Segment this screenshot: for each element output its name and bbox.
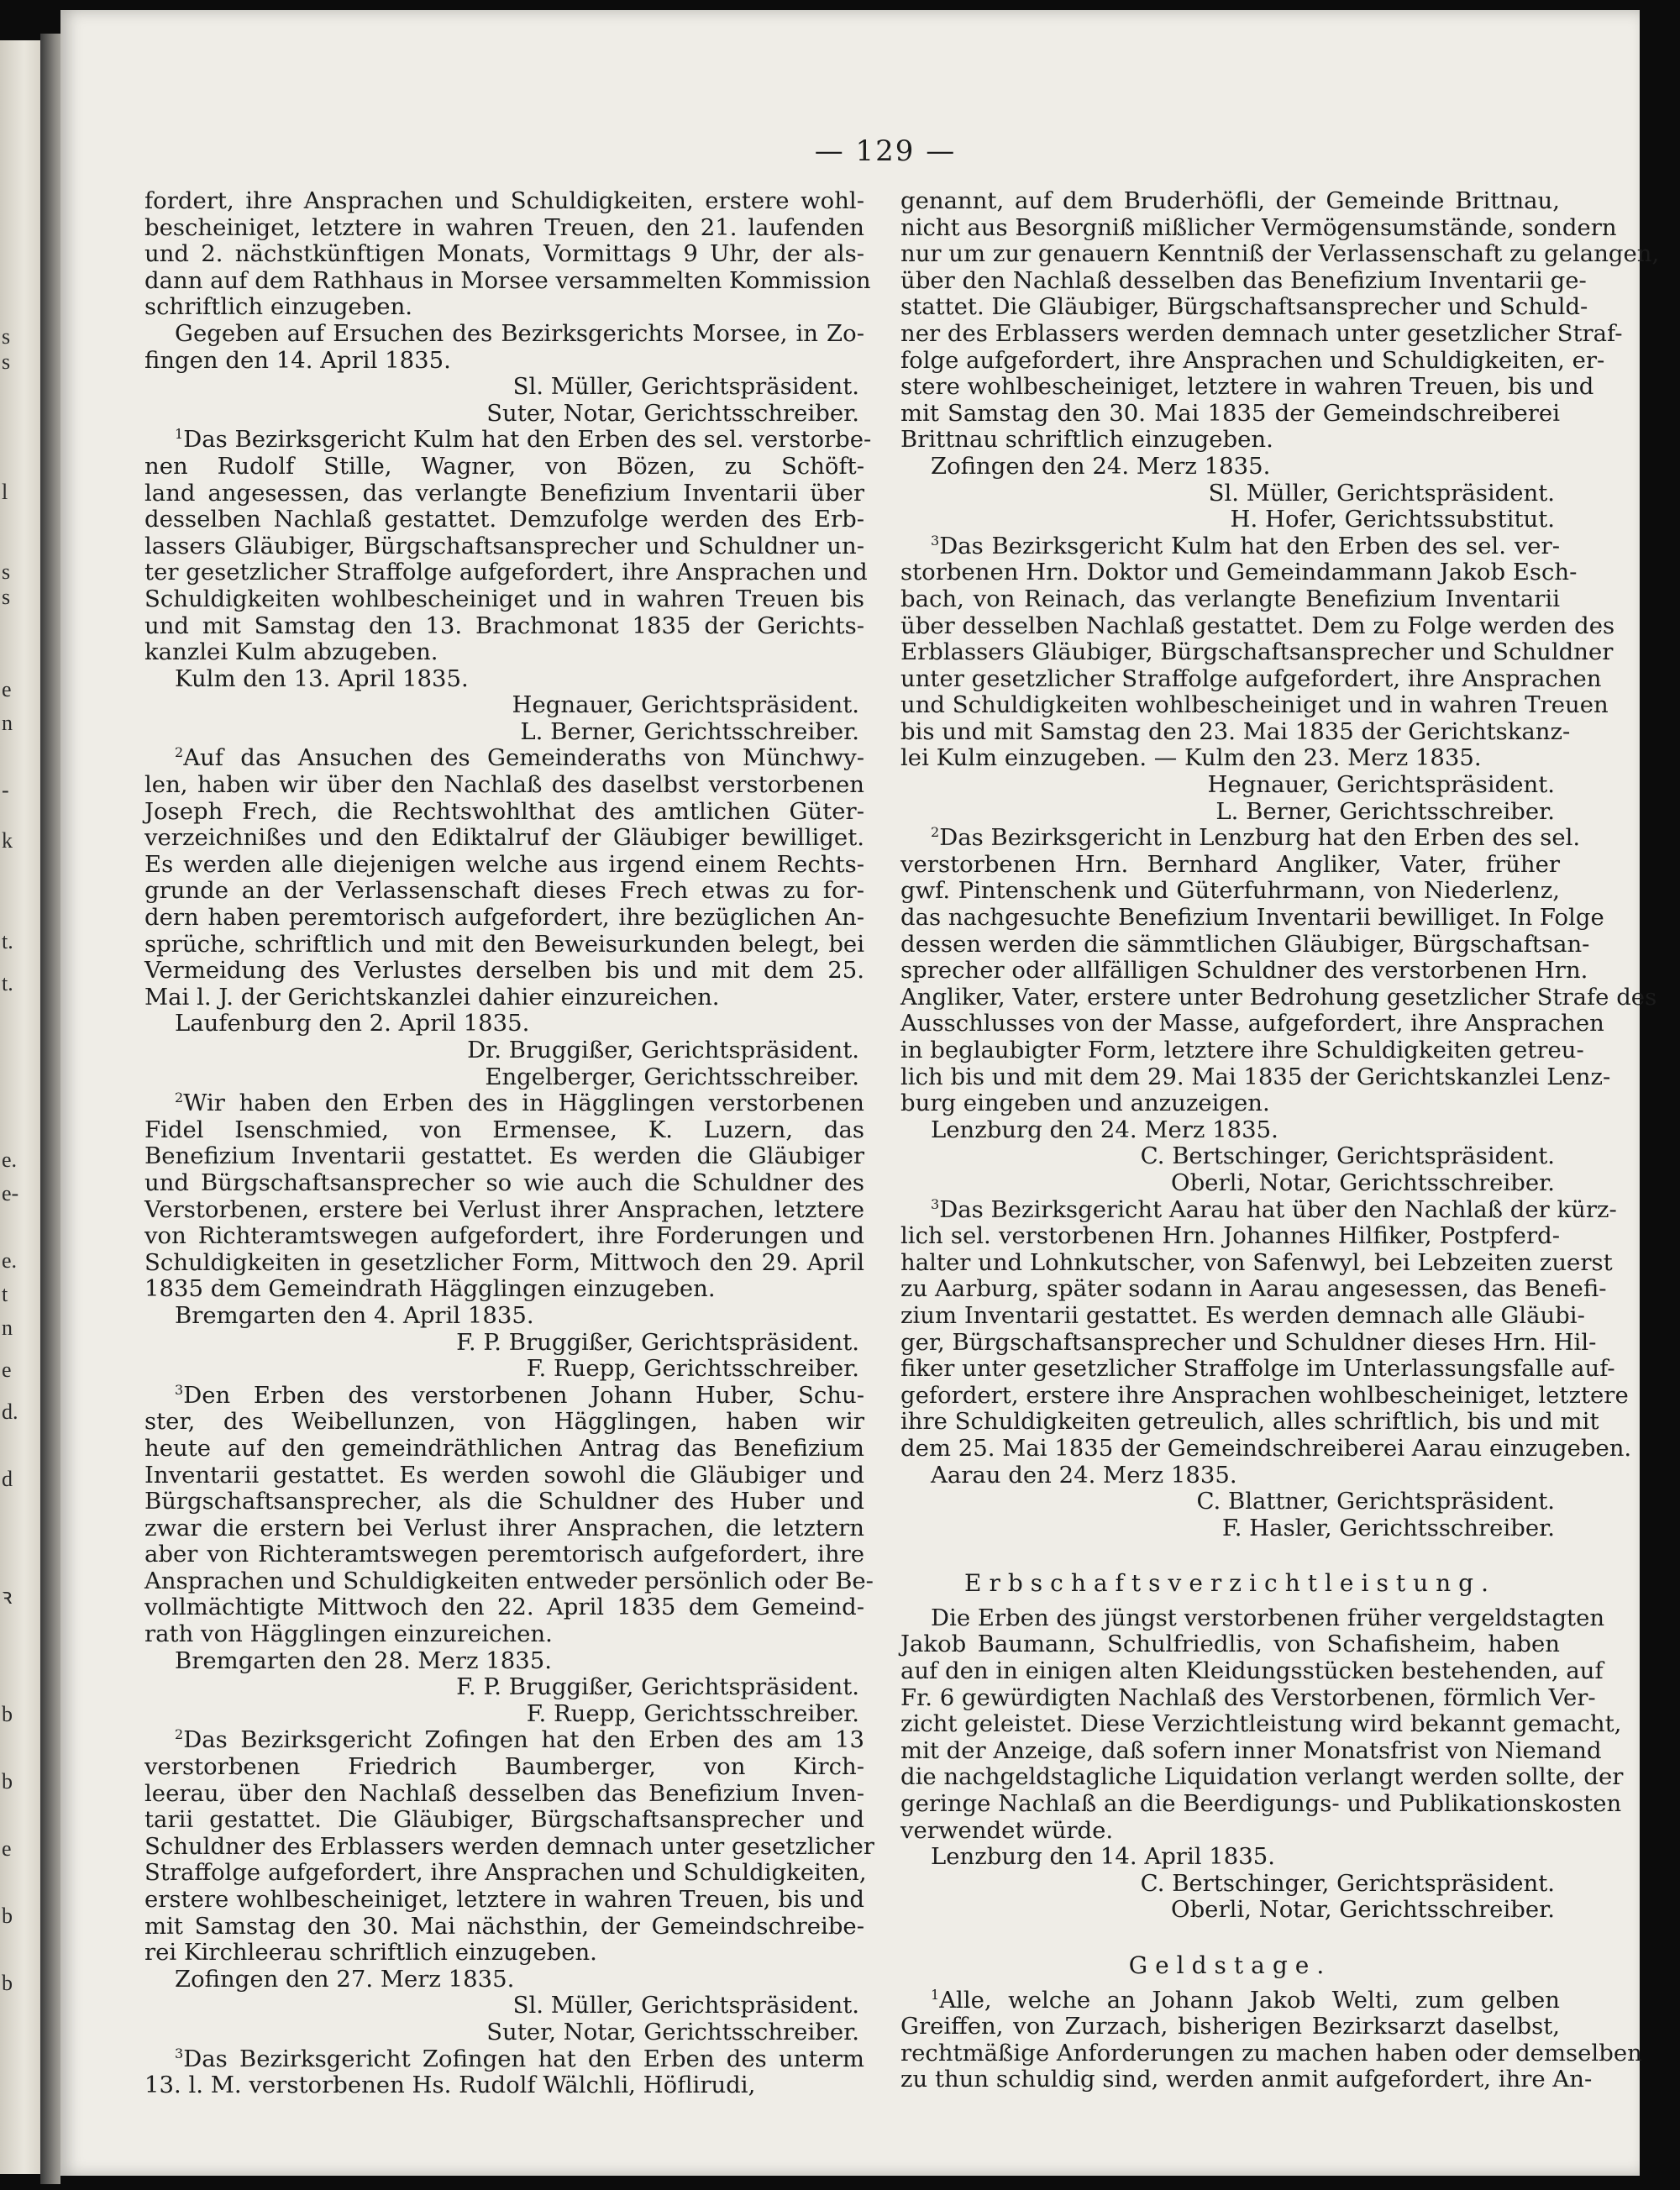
text-line: fingen den 14. April 1835. [144,346,451,374]
text-line: fordert, ihre Ansprachen und Schuldigkeiten, erstere wohl- [144,187,864,214]
text-line: Ausschlusses von der Masse, aufgefordert, ihre Ansprachen [900,1010,1604,1037]
text-line: bis und mit Samstag den 23. Mai 1835 der Gerichtskanz- [900,717,1571,745]
text-line: kanzlei Kulm abzugeben. [144,638,438,666]
signature-line: Suter, Notar, Gerichtsschreiber. [486,2018,859,2046]
text-line [144,1383,864,1410]
edge-fragment: t. [2,971,13,995]
signature-line: Hegnauer, Gerichtspräsident. [1207,771,1555,799]
edge-fragment: s [2,324,11,349]
text-line: 13. l. M. verstorbenen Hs. Rudolf Wälchli, Höflirudi, [144,2072,756,2099]
text-line: tarii gestattet. Die Gläubiger, Bürgschaftsansprecher und [144,1806,864,1834]
footnote-marker: 1 [175,426,184,443]
signature-line: F. P. Bruggißer, Gerichtspräsident. [456,1673,859,1701]
signature-line: L. Berner, Gerichtsschreiber. [520,717,859,745]
signature-line: F. Ruepp, Gerichtsschreiber. [526,1699,859,1727]
text-line: lassers Gläubiger, Bürgschaftsansprecher und Schuldner un- [144,532,864,559]
signature-line: Suter, Notar, Gerichtsschreiber. [486,399,859,427]
text-line: Ansprachen und Schuldigkeiten entweder persönlich oder Be- [144,1567,874,1594]
text-line: von Richteramtswegen aufgefordert, ihre Forderungen und [144,1222,864,1250]
text-line: über desselben Nachlaß gestattet. Dem zu Folge werden des [900,612,1615,639]
signature-line: Oberli, Notar, Gerichtsschreiber. [1171,1169,1555,1196]
text-line: leerau, über den Nachlaß desselben das Benefizium Inven- [144,1779,864,1807]
text-line: mit der Anzeige, daß sofern inner Monatsfrist von Niemand [900,1736,1602,1764]
edge-fragment: l [2,480,8,504]
signature-line: F. P. Bruggißer, Gerichtspräsident. [456,1328,859,1356]
document-page [60,10,1660,2176]
place-date-line: Aarau den 24. Merz 1835. [931,1461,1237,1489]
text-line: lich bis und mit dem 29. Mai 1835 der Gerichtskanzlei Lenz- [900,1063,1611,1090]
edge-fragment: e- [2,1181,19,1205]
footnote-marker: 3 [175,1381,184,1398]
text-line: gefordert, erstere ihre Ansprachen wohlbescheiniget, letztere [900,1381,1629,1409]
line-text: Auf das Ansuchen des Gemeinderaths von Münchwy- [183,744,864,772]
edge-fragment: d [2,1467,13,1491]
text-line: und mit Samstag den 13. Brachmonat 1835 der Gerichts- [144,612,864,639]
notice-paragraph [144,426,872,666]
text-line: zu Aarburg, später sodann in Aarau angesessen, das Benefi- [900,1275,1607,1303]
text-line: über den Nachlaß desselben das Benefizium Inventarii ge- [900,266,1587,294]
signature-line: F. Hasler, Gerichtsschreiber. [1221,1514,1555,1541]
text-line: ner des Erblassers werden demnach unter gesetzlicher Straf- [900,319,1623,347]
notice-paragraph [144,1726,874,1967]
text-line: auf den in einigen alten Kleidungsstücken bestehenden, auf [900,1657,1604,1685]
text-line: schriftlich einzugeben. [144,293,413,321]
text-line: sprüche, schriftlich und mit den Beweisurkunden belegt, bei [144,930,864,958]
edge-fragment: t [2,1282,8,1306]
text-line: dern haben peremtorisch aufgefordert, ihre bezüglichen An- [144,904,864,932]
text-line: stattet. Die Gläubiger, Bürgschaftsansprecher und Schuld- [900,293,1588,321]
adjacent-page-edge [0,40,40,2174]
text-line: die nachgeldstagliche Liquidation verlangt werden sollte, der [900,1763,1624,1791]
text-line: gwf. Pintenschenk und Güterfuhrmann, von Niederlenz, [900,877,1560,905]
text-line [900,824,1581,852]
place-date-line: Laufenburg den 2. April 1835. [175,1010,530,1037]
signature-line: Engelberger, Gerichtsschreiber. [485,1063,859,1090]
text-line: stere wohlbescheiniget, letztere in wahren Treuen, bis und [900,373,1594,401]
text-line: rath von Hägglingen einzureichen. [144,1620,553,1648]
notice-paragraph [900,1195,1632,1463]
text-line: storbenen Hrn. Doktor und Gemeindammann Jakob Esch- [900,559,1578,586]
text-line [144,1090,864,1117]
right-column [900,187,1660,2093]
signature-line: L. Berner, Gerichtsschreiber. [1215,797,1555,825]
signature-line: H. Hofer, Gerichtssubstitut. [1230,506,1555,533]
line-text: Das Bezirksgericht Zofingen hat den Erben des am 13 [183,1726,864,1754]
page-number: — 129 — [814,134,957,168]
text-line: Schuldigkeiten in gesetzlicher Form, Mittwoch den 29. April [144,1248,864,1276]
place-date-line: Bremgarten den 4. April 1835. [175,1301,534,1329]
text-line: fiker unter gesetzlicher Straffolge im Unterlassungsfalle auf- [900,1355,1615,1383]
line-text: Das Bezirksgericht Kulm hat den Erben des sel. verstorbe- [183,426,872,454]
text-line: vollmächtigte Mittwoch den 22. April 1835 dem Gemeind- [144,1594,864,1621]
text-line: Straffolge aufgefordert, ihre Ansprachen und Schuldigkeiten, [144,1859,867,1887]
text-line: halter und Lohnkutscher, von Safenwyl, bei Lebzeiten zuerst [900,1248,1613,1276]
footnote-marker: 3 [931,1195,940,1212]
text-line: lich sel. verstorbenen Hrn. Johannes Hilfiker, Postpferd- [900,1222,1560,1250]
text-line [900,1604,1605,1632]
text-line: Jakob Baumann, Schulfriedlis, von Schafisheim, haben [900,1631,1560,1658]
text-line [900,533,1560,560]
line-text: Das Bezirksgericht Zofingen hat den Erben des unterm [183,2045,864,2072]
signature-line: C. Bertschinger, Gerichtspräsident. [1140,1869,1555,1897]
edge-fragment: d. [2,1400,18,1424]
edge-fragment: b [2,1769,13,1793]
line-text: Das Bezirksgericht Aarau hat über den Nachlaß der kürz- [939,1195,1617,1223]
text-line [144,321,864,348]
text-line: verzeichnißes und den Ediktalruf der Gläubiger bewilliget. [144,824,864,852]
signature-line: Sl. Müller, Gerichtspräsident. [512,373,859,401]
notice-paragraph [144,1381,874,1648]
text-line: mit Samstag den 30. Mai 1835 der Gemeindschreiberei [900,399,1560,427]
text-line: len, haben wir über den Nachlaß des daselbst verstorbenen [144,771,864,799]
section-heading: Geldstage. [1128,1951,1332,1979]
text-line: Brittnau schriftlich einzugeben. [900,426,1273,454]
text-line [144,2046,864,2073]
place-date-line: Lenzburg den 24. Merz 1835. [931,1116,1278,1143]
text-line: Schuldigkeiten wohlbescheiniget und in wahren Treuen bis [144,585,864,612]
text-line: Bürgschaftsansprecher, als die Schuldner des Huber und [144,1488,864,1515]
text-line: lei Kulm einzugeben. — Kulm den 23. Merz 1835. [900,744,1482,772]
signature-line: C. Blattner, Gerichtspräsident. [1196,1488,1555,1515]
text-line: Vermeidung des Verlustes derselben bis und mit dem 25. [144,957,864,985]
text-line: verstorbenen Hrn. Bernhard Angliker, Vater, früher [900,850,1560,878]
text-line [900,1988,1560,2014]
text-line: geringe Nachlaß an die Beerdigungs- und Publikationskosten [900,1790,1622,1818]
text-line: nen Rudolf Stille, Wagner, von Bözen, zu Schöft- [144,452,864,480]
edge-fragment: t. [2,929,13,953]
notice-paragraph [144,321,864,374]
text-line [144,1727,864,1754]
edge-fragment: - [2,778,9,802]
footnote-marker: 2 [175,1090,184,1106]
edge-fragment: s [2,349,11,374]
text-line: heute auf den gemeindräthlichen Antrag das Benefizium [144,1434,864,1462]
edge-fragment: n [2,1316,13,1340]
text-line [900,1195,1617,1224]
signature-line: Dr. Bruggißer, Gerichtspräsident. [467,1037,859,1063]
line-text: Das Bezirksgericht Kulm hat den Erben des sel. ver- [939,532,1560,559]
text-line: land angesessen, das verlangte Benefizium Inventarii über [144,479,864,507]
text-line: erstere wohlbescheiniget, letztere in wahren Treuen, bis und [144,1886,864,1913]
text-line: und Bürgschaftsansprecher so wie auch die Schuldner des [144,1169,864,1196]
text-line: Es werden alle diejenigen welche aus irgend einem Rechts- [144,850,864,878]
text-line: unter gesetzlicher Straffolge aufgefordert, ihre Ansprachen [900,664,1602,692]
text-line: rechtmäßige Anforderungen zu machen haben oder demselben [900,2039,1642,2067]
text-line: Benefizium Inventarii gestattet. Es werden die Gläubiger [144,1142,864,1170]
notice-paragraph [900,1986,1642,2093]
text-line: und 2. nächstkünftigen Monats, Vormittags 9 Uhr, der als- [144,240,864,268]
left-column [144,187,874,2099]
text-line [144,745,864,772]
text-line: aber von Richteramtswegen peremtorisch aufgefordert, ihre [144,1541,864,1568]
place-date-line: Zofingen den 24. Merz 1835. [931,452,1271,480]
text-line: Fr. 6 gewürdigten Nachlaß des Verstorbenen, förmlich Ver- [900,1683,1596,1711]
edge-fragment: e [2,677,12,701]
signature-line: Oberli, Notar, Gerichtsschreiber. [1171,1896,1555,1924]
notice-paragraph [144,1090,864,1303]
text-line: nur um zur genauern Kenntniß der Verlassenschaft zu gelangen, [900,240,1660,268]
signature-line: F. Ruepp, Gerichtsschreiber. [526,1355,859,1383]
text-line: das nachgesuchte Benefizium Inventarii bewilliget. In Folge [900,904,1604,932]
text-line: Angliker, Vater, erstere unter Bedrohung gesetzlicher Strafe des [900,983,1657,1011]
text-line: dessen werden die sämmtlichen Gläubiger, Bürgschaftsan- [900,930,1590,958]
line-text: Gegeben auf Ersuchen des Bezirksgerichts Morsee, in Zo- [175,319,864,347]
text-line: Greiffen, von Zurzach, bisherigen Bezirksarzt daselbst, [900,2013,1560,2040]
text-line: Mai l. J. der Gerichtskanzlei dahier einzureichen. [144,983,720,1011]
text-line: zu thun schuldig sind, werden anmit aufgefordert, ihre An- [900,2066,1593,2093]
text-line: genannt, auf dem Bruderhöfli, der Gemeinde Brittnau, [900,187,1560,214]
text-line: bach, von Reinach, das verlangte Benefizium Inventarii [900,585,1560,612]
text-line: dem 25. Mai 1835 der Gemeindschreiberei Aarau einzugeben. [900,1434,1632,1462]
footnote-marker: 3 [175,2045,184,2061]
notice-paragraph [900,824,1657,1117]
signature-line: C. Bertschinger, Gerichtspräsident. [1140,1142,1555,1170]
edge-fragment: e [2,1358,12,1382]
notice-paragraph [900,1604,1624,1844]
text-line: ter gesetzlicher Straffolge aufgefordert, ihre Ansprachen und [144,559,868,586]
line-text: Alle, welche an Johann Jakob Welti, zum gelben [939,1986,1560,2014]
text-line: ger, Bürgschaftsansprecher und Schuldner dieses Hrn. Hil- [900,1328,1597,1356]
edge-fragment: e. [2,1248,18,1273]
edge-fragment: s [2,585,11,609]
text-line: desselben Nachlaß gestattet. Demzufolge werden des Erb- [144,506,864,533]
text-line [144,426,872,454]
text-line: grunde an der Verlassenschaft dieses Frech etwas zu for- [144,877,864,905]
text-line: Schuldner des Erblassers werden demnach unter gesetzlicher [144,1832,874,1860]
text-line: Fidel Isenschmied, von Ermensee, K. Luzern, das [144,1116,864,1143]
text-line: burg eingeben und anzuzeigen. [900,1090,1270,1117]
edge-fragment: n [2,711,13,735]
edge-fragment: k [2,828,13,853]
text-line: folge aufgefordert, ihre Ansprachen und Schuldigkeiten, er- [900,346,1605,374]
text-line: Erblassers Gläubiger, Bürgschaftsansprecher und Schuldner [900,638,1614,666]
edge-fragment: b [2,1702,13,1726]
line-text: Die Erben des jüngst verstorbenen früher vergeldstagten [931,1604,1605,1631]
text-line: bescheiniget, letztere in wahren Treuen, den 21. laufenden [144,213,864,241]
edge-fragment: b [2,1904,13,1928]
bottom-border [60,2176,1640,2190]
signature-line: Sl. Müller, Gerichtspräsident. [512,1992,859,2019]
footnote-marker: 2 [175,1726,184,1743]
edge-fragment: b [2,1971,13,1995]
text-line: in beglaubigter Form, letztere ihre Schuldigkeiten getreu- [900,1037,1584,1063]
text-line: Inventarii gestattet. Es werden sowohl die Gläubiger und [144,1461,864,1489]
footnote-marker: 1 [931,1986,940,2003]
text-line: dann auf dem Rathhaus in Morsee versammelten Kommission [144,266,871,294]
notice-paragraph [144,187,871,321]
text-line: Verstorbenen, erstere bei Verlust ihrer Ansprachen, letztere [144,1195,864,1223]
text-line: nicht aus Besorgniß mißlicher Vermögensumstände, sondern [900,213,1617,241]
notice-paragraph [144,2046,864,2099]
text-line: 1835 dem Gemeindrath Hägglingen einzugeben. [144,1275,716,1303]
text-line: ihre Schuldigkeiten getreulich, alles schriftlich, bis und mit [900,1408,1599,1436]
line-text: Den Erben des verstorbenen Johann Huber, Schu- [183,1381,864,1409]
signature-line: Hegnauer, Gerichtspräsident. [512,691,859,719]
place-date-line: Lenzburg den 14. April 1835. [931,1843,1276,1871]
text-line: zicht geleistet. Diese Verzichtleistung wird bekannt gemacht, [900,1710,1622,1738]
text-line: zium Inventarii gestattet. Es werden demnach alle Gläubi- [900,1301,1585,1329]
text-line: zwar die erstern bei Verlust ihrer Ansprachen, die letztern [144,1514,864,1541]
footnote-marker: 2 [931,824,940,841]
text-line: Joseph Frech, die Rechtswohlthat des amtlichen Güter- [144,797,864,825]
text-line: ster, des Weibellunzen, von Hägglingen, haben wir [144,1408,864,1436]
footnote-marker: 3 [931,532,940,549]
place-date-line: Bremgarten den 28. Merz 1835. [175,1646,552,1674]
place-date-line: Kulm den 13. April 1835. [175,664,469,692]
line-text: Wir haben den Erben des in Hägglingen verstorbenen [183,1090,864,1117]
notice-paragraph [900,532,1615,772]
text-line: verstorbenen Friedrich Baumberger, von Kirch- [144,1753,864,1781]
text-line: sprecher oder allfälligen Schuldner des verstorbenen Hrn. [900,957,1588,985]
edge-fragment: ꝛ [2,1584,13,1609]
text-line: rei Kirchleerau schriftlich einzugeben. [144,1939,597,1967]
section-heading: Erbschaftsverzichtleistung. [964,1569,1496,1598]
line-text: Das Bezirksgericht in Lenzburg hat den Erben des sel. [939,824,1581,852]
text-line: und Schuldigkeiten wohlbescheiniget und in wahren Treuen [900,691,1609,719]
text-line: verwendet würde. [900,1816,1114,1844]
edge-fragment: e [2,1836,12,1861]
notice-paragraph [900,187,1660,454]
notice-paragraph [144,745,864,1011]
edge-fragment: e. [2,1148,18,1172]
footnote-marker: 2 [175,744,184,761]
place-date-line: Zofingen den 27. Merz 1835. [175,1965,515,1993]
text-line: mit Samstag den 30. Mai nächsthin, der Gemeindschreibe- [144,1912,864,1940]
edge-fragment: s [2,559,11,584]
signature-line: Sl. Müller, Gerichtspräsident. [1208,479,1555,507]
